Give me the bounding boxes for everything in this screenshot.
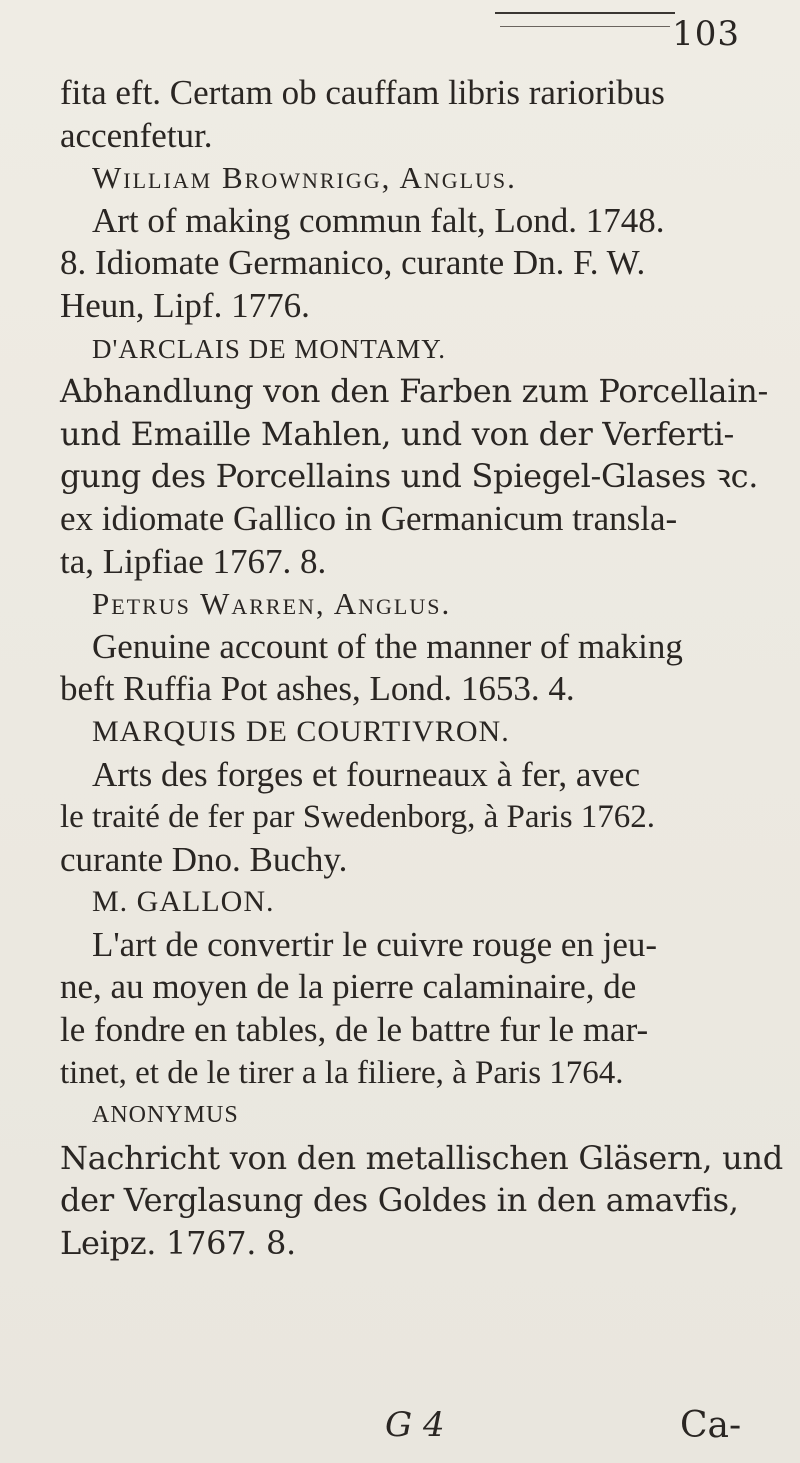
text-line: und Emaille Mahlen, und von der Verferti-: [60, 414, 735, 453]
text-line: Leipz. 1767. 8.: [60, 1224, 296, 1263]
text-line: Abhandlung von den Farben zum Porcellain-: [60, 372, 768, 411]
text-line: beft Ruffia Pot ashes, Lond. 1653. 4.: [60, 669, 575, 709]
text-line: Art of making commun falt, Lond. 1748.: [92, 200, 665, 240]
text-line: Genuine account of the manner of making: [92, 626, 683, 666]
text-line: le traité de fer par Swedenborg, à Paris 1762.: [60, 799, 656, 836]
author-heading: William Brownrigg, Anglus.: [92, 160, 517, 196]
text-line: 8. Idiomate Germanico, curante Dn. F. W.: [60, 243, 646, 283]
text-line: der Verglasung des Goldes in den amavfis,: [60, 1181, 739, 1220]
text-line: ex idiomate Gallico in Germanicum transla-: [60, 498, 678, 538]
text-line: curante Dno. Buchy.: [60, 839, 348, 879]
page-number: 103: [672, 14, 740, 54]
author-heading: D'ARCLAIS DE MONTAMY.: [92, 333, 446, 364]
text-line: L'art de convertir le cuivre rouge en jeu-: [92, 924, 658, 964]
page-text: [60, 72, 783, 1265]
text-line: ta, Lipfiae 1767. 8.: [60, 541, 327, 581]
text-line: Arts des forges et fourneaux à fer, avec: [92, 754, 640, 794]
text-line: le fondre en tables, de le battre fur le mar-: [60, 1010, 649, 1050]
catchword: Ca-: [680, 1405, 742, 1446]
author-heading: M. GALLON.: [92, 885, 275, 919]
text-line: gung des Porcellains und Spiegel-Glases ꝛc.: [60, 457, 759, 496]
author-heading: Petrus Warren, Anglus.: [92, 586, 452, 622]
header-rule-thin: [500, 26, 670, 27]
text-line: ne, au moyen de la pierre calaminaire, de: [60, 967, 637, 1007]
header-rule: [495, 12, 675, 14]
text-line: tinet, et de le tirer a la filiere, à Paris 1764.: [60, 1054, 624, 1091]
text-line: Nachricht von den metallischen Gläsern, und: [60, 1138, 783, 1177]
author-heading: MARQUIS DE COURTIVRON.: [92, 714, 510, 748]
signature-mark: G 4: [385, 1405, 445, 1445]
text-line: accenfetur.: [60, 115, 213, 155]
author-heading: ANONYMUS: [92, 1102, 239, 1129]
text-line: fita eft. Certam ob cauffam libris rarioribus: [60, 73, 665, 112]
text-line: Heun, Lipf. 1776.: [60, 285, 310, 325]
